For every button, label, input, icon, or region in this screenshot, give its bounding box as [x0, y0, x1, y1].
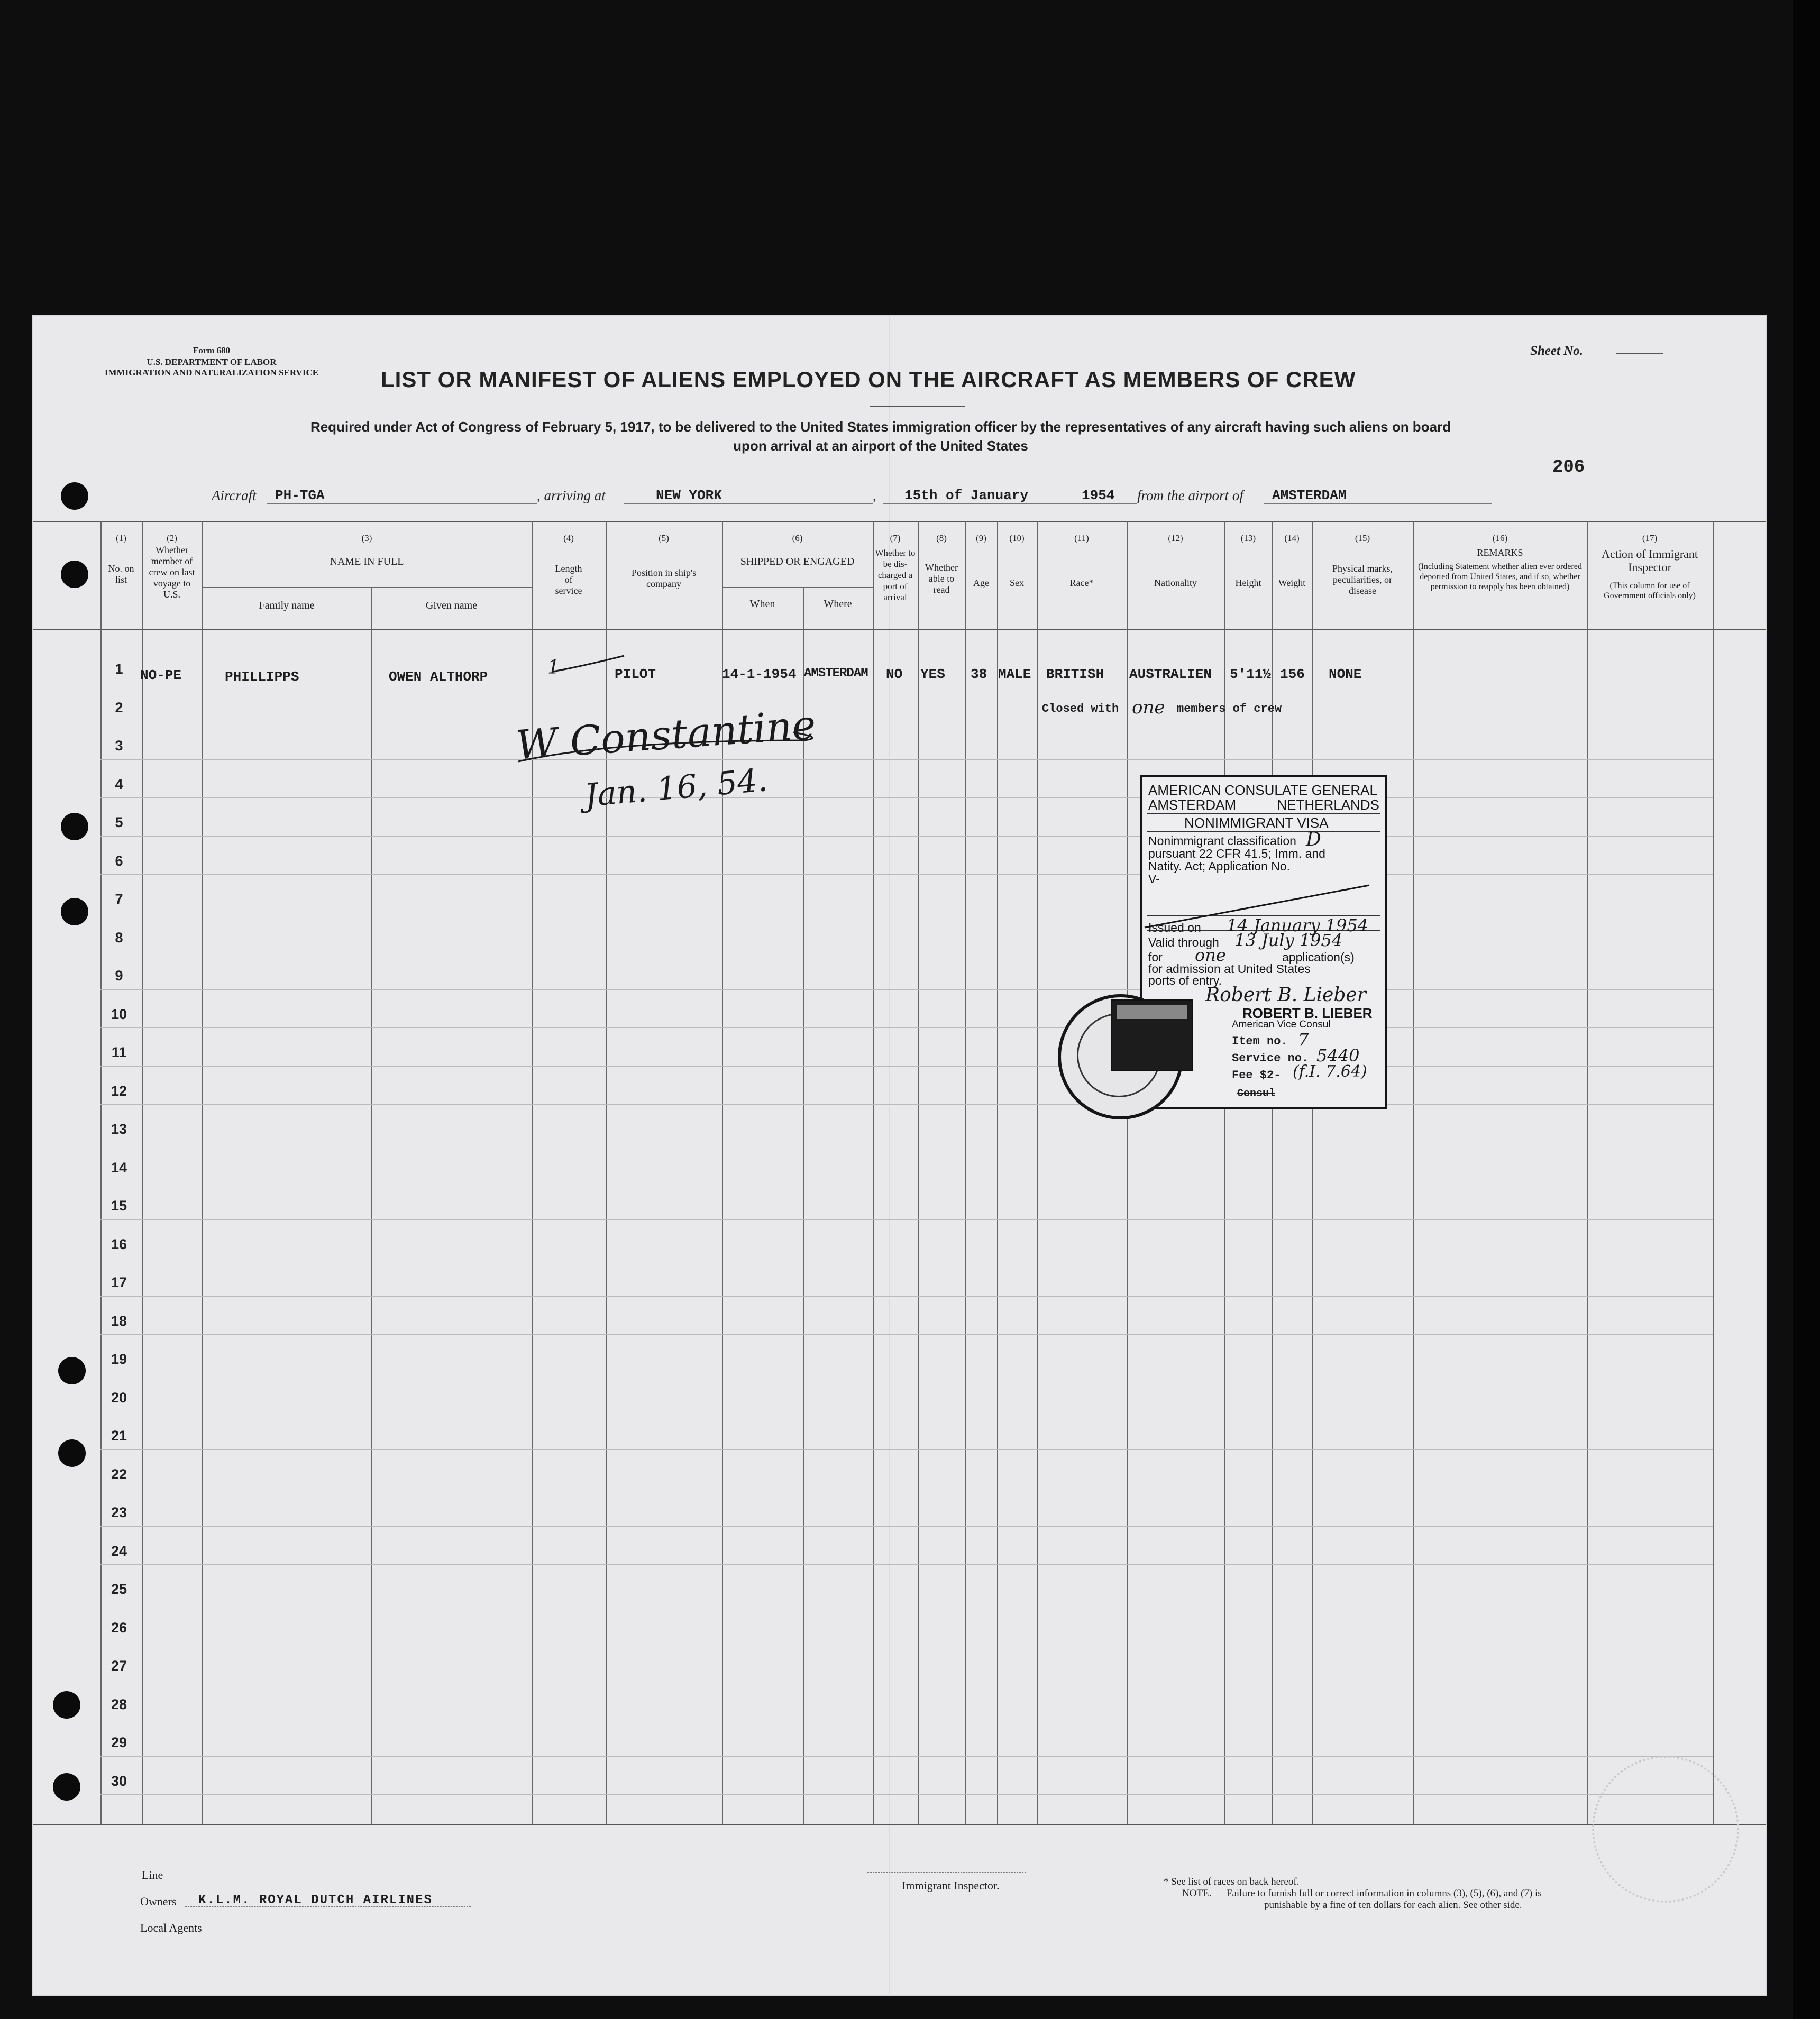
col-head: Family name	[259, 600, 315, 611]
page-number: 206	[1552, 457, 1585, 478]
col-num: (6)	[792, 533, 803, 543]
row-number: 25	[111, 1581, 127, 1597]
aircraft-value: PH-TGA	[275, 488, 325, 503]
row-rule	[100, 1027, 1713, 1028]
service-label: Service no.	[1232, 1052, 1309, 1065]
row-number: 24	[111, 1543, 127, 1559]
row-rule	[100, 759, 1713, 760]
col-num: (1)	[116, 533, 126, 543]
note3: punishable by a fine of ten dollars for each alien. See other side.	[1264, 1899, 1522, 1911]
row-rule	[100, 1334, 1713, 1335]
col-head: Given name	[425, 600, 478, 611]
department: U.S. DEPARTMENT OF LABOR	[147, 357, 277, 367]
embossed-seal	[1592, 1756, 1739, 1903]
comma: ,	[873, 488, 876, 503]
col-line	[1587, 521, 1588, 1824]
sheet-line	[1616, 353, 1663, 354]
owners-underline	[185, 1906, 471, 1907]
row-rule	[100, 1794, 1713, 1795]
note1: * See list of races on back hereof.	[1164, 1876, 1300, 1887]
subheader-line	[202, 587, 532, 588]
punch-hole	[61, 813, 88, 840]
inspector-date: Jan. 16, 54.	[583, 761, 769, 814]
row-number: 5	[115, 814, 123, 830]
row-number: 3	[115, 738, 123, 754]
col-num: (17)	[1642, 533, 1658, 543]
row-rule	[100, 836, 1713, 837]
col-line	[997, 521, 998, 1824]
for-label: for	[1148, 950, 1163, 964]
col-line	[1224, 521, 1225, 1824]
row-number: 28	[111, 1696, 127, 1712]
closed-count: one	[1132, 697, 1165, 718]
col-head: Nationality	[1154, 577, 1197, 588]
service-value: 1	[547, 657, 560, 678]
arriving-label: , arriving at	[537, 488, 606, 503]
row-number: 29	[111, 1734, 127, 1750]
punch-hole	[61, 898, 88, 925]
row-rule	[100, 1449, 1713, 1450]
when-value: 14-1-1954	[722, 666, 797, 682]
table-top	[33, 521, 1766, 522]
classification-value: D	[1306, 829, 1321, 850]
col-line	[1272, 521, 1273, 1824]
row-number: 27	[111, 1658, 127, 1674]
col-line	[202, 521, 203, 1824]
col-head: Sex	[1010, 577, 1024, 588]
punch-hole	[61, 561, 88, 588]
row-rule	[100, 797, 1713, 798]
col-head: Whether to be dis-charged a port of arrival	[875, 548, 916, 602]
row-number: 8	[115, 929, 123, 946]
row-number: 16	[111, 1236, 127, 1252]
valid-label: Valid through	[1148, 935, 1219, 949]
col-head: Height	[1235, 577, 1261, 588]
col-head: Where	[824, 598, 852, 610]
consul-title: American Vice Consul	[1232, 1019, 1331, 1030]
col-line	[1713, 521, 1714, 1824]
col-num: (16)	[1492, 533, 1508, 543]
row-number: 22	[111, 1466, 127, 1482]
col-head: REMARKS	[1477, 547, 1523, 558]
stamp-line1: AMERICAN CONSULATE GENERAL	[1148, 782, 1377, 798]
col-line	[371, 587, 372, 1824]
col-line	[1037, 521, 1038, 1824]
col-line	[918, 521, 919, 1824]
arriving-value: NEW YORK	[656, 488, 722, 503]
col-head: NAME IN FULL	[330, 556, 404, 567]
col-head: (This column for use of Government officials only)	[1604, 581, 1696, 600]
col-line	[1127, 521, 1128, 1824]
service-no-value: 5440	[1316, 1045, 1360, 1066]
scan-edge	[1793, 0, 1820, 2019]
item-value: 7	[1298, 1030, 1309, 1050]
issued-value: 14 January 1954	[1227, 915, 1369, 935]
row-rule	[100, 874, 1713, 875]
date-value: 15th of January	[904, 488, 1029, 503]
applications: application(s)	[1282, 950, 1355, 964]
col-head: Position in ship's company	[631, 567, 697, 589]
row-number: 18	[111, 1313, 127, 1329]
inspector-underline	[867, 1872, 1026, 1873]
arriving-underline	[624, 503, 873, 504]
row-number: 17	[111, 1274, 127, 1290]
row-number: 4	[115, 776, 123, 792]
row-number: 6	[115, 852, 123, 869]
weight-value: 156	[1280, 666, 1305, 682]
consul-label: Consul	[1237, 1088, 1276, 1100]
closed-suffix: members of crew	[1177, 702, 1282, 715]
owners-value: K.L.M. ROYAL DUTCH AIRLINES	[198, 1893, 433, 1907]
race-value: BRITISH	[1046, 666, 1104, 682]
row-rule	[100, 1219, 1713, 1220]
v-prefix: V-	[1148, 872, 1160, 886]
date-underline	[883, 503, 1137, 504]
col-num: (7)	[890, 533, 901, 543]
row-number: 7	[115, 891, 123, 907]
issued-label: Issued on	[1148, 921, 1201, 934]
natity: Natity. Act; Application No.	[1148, 859, 1291, 873]
punch-hole	[58, 1357, 86, 1384]
row-rule	[100, 1104, 1713, 1105]
col-head: Race*	[1069, 577, 1094, 588]
col-num: (13)	[1240, 533, 1256, 543]
col-head: When	[749, 598, 775, 610]
row-number: 12	[111, 1082, 127, 1099]
punch-hole	[53, 1691, 80, 1719]
fee-revenue-stamp	[1111, 999, 1193, 1071]
form-title: LIST OR MANIFEST OF ALIENS EMPLOYED ON THE AIRCRAFT AS MEMBERS OF CREW	[381, 367, 1356, 392]
from-underline	[1264, 503, 1492, 504]
col-num: (3)	[361, 533, 372, 543]
col-head: Age	[973, 577, 989, 588]
col-line	[803, 587, 804, 1824]
col-num: (11)	[1074, 533, 1089, 543]
row-rule	[100, 989, 1713, 990]
inspector-label: Immigrant Inspector.	[902, 1879, 1000, 1892]
row-number: 11	[111, 1044, 127, 1060]
stamp-line3: NONIMMIGRANT VISA	[1184, 815, 1329, 831]
col-head: Length of service	[555, 563, 582, 596]
subheader-line	[722, 587, 873, 588]
owners-label: Owners	[140, 1895, 177, 1908]
col-head: (Including Statement whether alien ever ordered deported from United States, and if so, whether permission to reapply has been obtained)	[1418, 562, 1582, 591]
aircraft-label: Aircraft	[212, 488, 257, 503]
col-line	[142, 521, 143, 1824]
classification-label: Nonimmigrant classification	[1148, 834, 1296, 848]
row-number: 21	[111, 1428, 127, 1444]
row-number: 20	[111, 1389, 127, 1406]
col-line	[1413, 521, 1414, 1824]
col-num: (12)	[1168, 533, 1183, 543]
col-num: (4)	[563, 533, 574, 543]
title-rule	[870, 406, 965, 407]
valid-value: 13 July 1954	[1234, 930, 1343, 950]
col-head: Action of Immigrant Inspector	[1601, 547, 1698, 574]
subtitle-line1: Required under Act of Congress of February 5, 1917, to be delivered to the United States immigration officer by the representatives of any aircraft having such aliens on board	[310, 419, 1451, 435]
col-num: (14)	[1284, 533, 1300, 543]
line-label: Line	[142, 1868, 163, 1882]
ports: ports of entry.	[1148, 974, 1222, 987]
age-value: 38	[971, 666, 987, 682]
inspector-signature: W Constantine	[514, 701, 818, 769]
discharged-value: NO	[886, 666, 903, 682]
row-number: 13	[111, 1121, 127, 1137]
position-value: PILOT	[615, 666, 656, 682]
sheet-label: Sheet No.	[1530, 344, 1583, 358]
admission: for admission at United States	[1148, 962, 1311, 976]
closed-prefix: Closed with	[1042, 702, 1119, 715]
pursuant: pursuant 22 CFR 41.5; Imm. and	[1148, 847, 1325, 860]
row-number: 1	[115, 661, 123, 677]
punch-hole	[58, 1439, 86, 1467]
given-name: OWEN ALTHORP	[389, 669, 488, 685]
col-head: SHIPPED OR ENGAGED	[740, 556, 855, 567]
row-rule	[100, 1296, 1713, 1297]
col-line	[965, 521, 966, 1824]
stamp-line2: AMSTERDAM NETHERLANDS	[1148, 797, 1379, 813]
col-num: (15)	[1355, 533, 1370, 543]
punch-hole	[61, 482, 88, 510]
family-name: PHILLIPPS	[225, 669, 299, 685]
crew-value: NO-PE	[140, 667, 182, 683]
note2: NOTE. — Failure to furnish full or correct information in columns (3), (5), (6), and (7) is	[1182, 1888, 1542, 1899]
col-line	[1312, 521, 1313, 1824]
nationality-value: AUSTRALIEN	[1129, 666, 1212, 682]
row-number: 10	[111, 1006, 127, 1022]
signature-flourish	[508, 709, 825, 772]
col-head: Whether able to read	[925, 562, 958, 595]
consul-name: ROBERT B. LIEBER	[1242, 1005, 1373, 1021]
row-number: 2	[115, 699, 123, 715]
fee-label: Fee $2-	[1232, 1069, 1281, 1082]
service-name: IMMIGRATION AND NATURALIZATION SERVICE	[104, 368, 319, 378]
col-head: Weight	[1278, 577, 1306, 588]
col-num: (8)	[936, 533, 947, 543]
col-num: (2)	[167, 533, 177, 543]
aircraft-underline	[267, 503, 537, 504]
row-rule	[100, 1756, 1713, 1757]
from-label: from the airport of	[1137, 488, 1243, 503]
col-line	[873, 521, 874, 1824]
row-number: 19	[111, 1351, 127, 1367]
read-value: YES	[920, 666, 945, 682]
header-bottom	[33, 629, 1766, 630]
where-value: AMSTERDAM	[804, 666, 868, 681]
col-num: (10)	[1009, 533, 1025, 543]
sex-value: MALE	[998, 666, 1031, 682]
from-value: AMSTERDAM	[1272, 488, 1347, 503]
col-num: (9)	[976, 533, 986, 543]
year-value: 1954	[1082, 488, 1115, 503]
col-num: (5)	[659, 533, 669, 543]
row-rule	[100, 1564, 1713, 1565]
for-count: one	[1195, 945, 1226, 965]
row-rule	[100, 1066, 1713, 1067]
row-rule	[100, 1526, 1713, 1527]
row-number: 15	[111, 1198, 127, 1214]
fee-hand: (f.I. 7.64)	[1293, 1062, 1367, 1081]
col-head: Whether member of crew on last voyage to U.S.	[149, 545, 195, 600]
row-number: 23	[111, 1504, 127, 1520]
item-label: Item no.	[1232, 1035, 1288, 1048]
form-number: Form 680	[193, 345, 231, 355]
col-head: No. on list	[108, 563, 134, 585]
punch-hole	[53, 1773, 80, 1801]
row-number: 9	[115, 968, 123, 984]
height-value: 5'11½	[1230, 666, 1272, 682]
subtitle-line2: upon arrival at an airport of the United States	[733, 438, 1028, 454]
table-bottom	[33, 1824, 1766, 1825]
row-number: 30	[111, 1773, 127, 1789]
col-head: Physical marks, peculiarities, or disease	[1332, 563, 1393, 596]
agents-label: Local Agents	[140, 1921, 202, 1934]
consul-signature: Robert B. Lieber	[1205, 984, 1366, 1006]
marks-value: NONE	[1329, 666, 1362, 682]
row-number: 14	[111, 1159, 127, 1176]
row-number: 26	[111, 1619, 127, 1636]
